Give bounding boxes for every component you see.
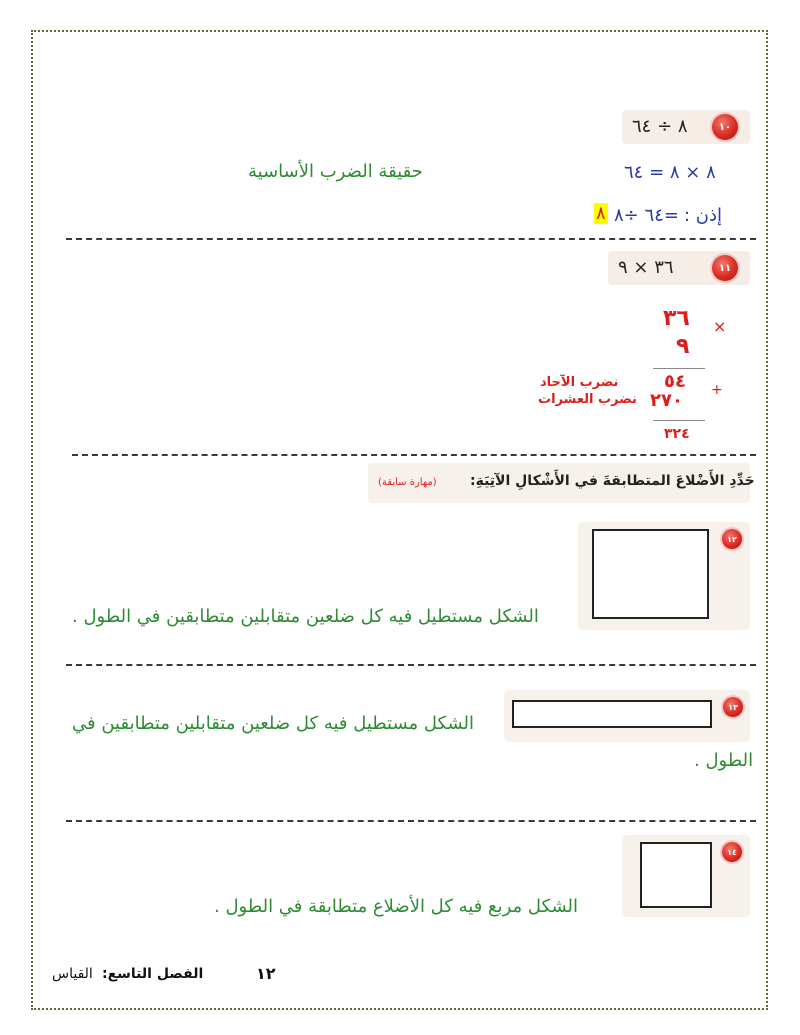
rectangle-shape — [592, 529, 709, 619]
divider — [66, 820, 756, 822]
chapter-topic: القياس — [52, 966, 93, 982]
q14-answer: الشكل مربع فيه كل الأضلاع متطابقة في الطول . — [214, 896, 579, 917]
times-sign: × — [713, 317, 727, 336]
q10-answer: ٨ — [596, 203, 606, 224]
chapter-title: الفصل التاسع: — [102, 966, 204, 982]
q13-answer-line2: الطول . — [694, 750, 754, 771]
square-shape — [640, 842, 712, 908]
divider — [72, 454, 756, 456]
q11-ones-note: نضرب الآحاد — [540, 375, 619, 390]
plus-sign: + — [711, 382, 723, 398]
q11-expression: ٣٦ × ٩ — [618, 257, 674, 278]
q10-then-label: إذن : — [684, 205, 723, 226]
q10-then-expression: ٦٤ ÷٨= — [614, 205, 679, 226]
q10-number-badge: ١٠ — [712, 114, 738, 140]
instruction-text: حَدِّدِ الأَضْلاعَ المتطابقةَ في الأَشْكالِ الآتِيَةِ: — [470, 473, 755, 489]
q11-top-number: ٣٦ — [663, 306, 690, 331]
q11-multiplier: ٩ — [676, 334, 690, 359]
q10-expression: ٨ ÷ ٦٤ — [632, 116, 688, 137]
divider — [66, 238, 756, 240]
line — [653, 420, 705, 421]
q10-fact-label: حقيقة الضرب الأساسية — [248, 161, 423, 182]
skill-note: (مهارة سابقة) — [378, 477, 437, 488]
q11-partial-ones: ٥٤ — [664, 371, 686, 392]
q13-answer-line1: الشكل مستطيل فيه كل ضلعين متقابلين متطابقين في — [72, 713, 475, 734]
q12-answer: الشكل مستطيل فيه كل ضلعين متقابلين متطابقين في الطول . — [72, 606, 539, 627]
page-number: ١٢ — [256, 964, 276, 983]
q10-fact-equation: ٨ × ٨ = ٦٤ — [624, 162, 716, 183]
q11-number-badge: ١١ — [712, 255, 738, 281]
q12-number-badge: ١٢ — [722, 529, 742, 549]
q11-tens-note: نضرب العشرات — [538, 392, 637, 407]
q11-partial-tens: ٢٧٠ — [650, 390, 683, 411]
q14-number-badge: ١٤ — [722, 842, 742, 862]
line — [653, 368, 705, 369]
q11-total: ٣٢٤ — [664, 426, 690, 442]
q13-number-badge: ١٣ — [723, 697, 743, 717]
long-rectangle-shape — [512, 700, 712, 728]
divider — [66, 664, 756, 666]
